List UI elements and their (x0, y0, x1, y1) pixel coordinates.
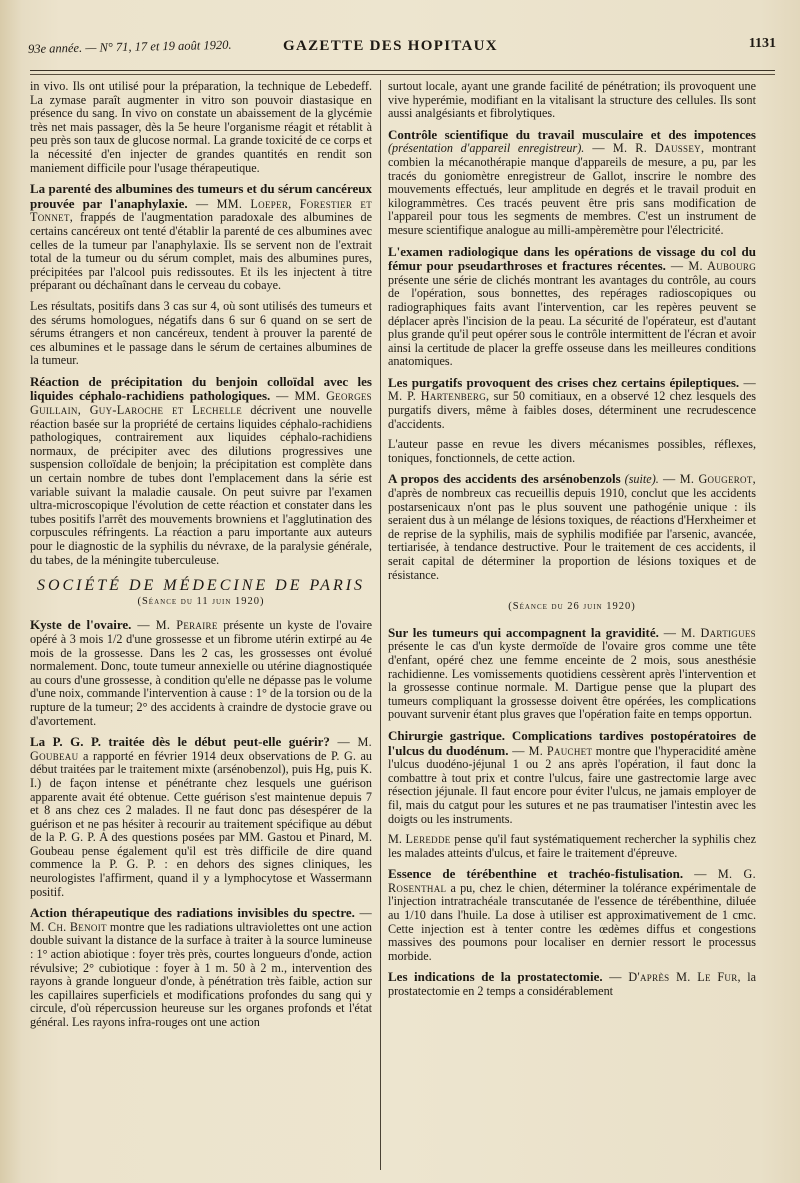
paragraph: surtout locale, ayant une grande facilité de pénétration; ils provoquent une vive hyperémie, modifiant en la vitalisant la structure des cellules. Ils sont aussi analgésiants et fibrolytiques. (388, 80, 756, 121)
article-title: Réaction de précipitation du benjoin colloïdal avec les liquides céphalo-rachidiens pathologiques. (30, 373, 372, 404)
right-column (388, 80, 756, 1170)
article-authors: — M. G. Rosenthal (388, 867, 756, 895)
page-number: 1131 (748, 36, 776, 51)
article: Action thérapeutique des radiations invisibles du spectre. — M. Ch. Benoit montre que les radiations ultraviolettes ont une action double suivant la distance de la surface à traiter à la source lumineuse : 1° action abiotique : foyer très près, courtes longueurs d'onde, action révulsive; 2° cubiotique : foyer à 1 m. 50 à 2 m., intervention des rayons à grande longueur d'onde, à pénétration très faible, action sur les capillaires superficiels et modifications profondes du sang qui y circule, d'où répercussion heureuse sur les organes profonds et l'état général. Les rayons infra-rouges ont une action (30, 905, 372, 1029)
article: Contrôle scientifique du travail musculaire et des impotences (présentation d'appareil enregistreur). — M. R. Daussey, montrant combien la mécanothérapie manque d'appareils de mesure, a pu, par les tracés du goniomètre enregistreur de Gallot, inscrire le nombre des mouvements effectués, leur amplitude en degrés et le travail produit en kilogrammètres. Ces tracés peuvent être pris sans modification de l'appareil pour tous les segments de membres. C'est un instrument de mesure scientifique analogue au milli-ampèremètre pour l'électricité. (388, 126, 756, 237)
article-authors: — M. P. Hartenberg, (388, 375, 756, 404)
article-authors: — M. Dartigues (658, 625, 756, 640)
paragraph: Les résultats, positifs dans 3 cas sur 4, où sont utilisés des tumeurs et des sérums homologues, négatifs dans 6 sur 6 quand on se sert de sérums étrangers et non cancéreux, tendent à prouver la parenté de ces albumines et le passage dans le sérum de certaines albumines de la tumeur. (30, 298, 372, 368)
article-authors: — M. Goubeau (30, 735, 372, 763)
article: La parenté des albumines des tumeurs et du sérum cancéreux prouvée par l'anaphylaxie. — MM. Loeper, Forestier et Tonnet, frappés de l'augmentation paradoxale des albumines de certains cancéreux ont tenté d'établir la parenté de ces albumines avec celles de la tumeur par l'anaphylaxie. Ils se servent non de l'extrait total de la tumeur ou du sérum complet, mais des albumines pures, précipitées par l'alcool puis redissoutes. Et ils les injectent à titre préparant ou déchaînant dans le cerveau du cobaye. (30, 181, 372, 293)
article-title: A propos des accidents des arsénobenzols (388, 471, 621, 487)
session-date: (Séance du 11 juin 1920) (137, 595, 265, 607)
article-authors: — MM. Georges Guillain, Guy-Laroche et Lechelle (30, 389, 372, 418)
article: Chirurgie gastrique. Complications tardives postopératoires de l'ulcus du duodénum. — M. Pauchet montre que l'hyperacidité amène l'ulcus duodéno-jéjunal 1 ou 2 ans après l'opération, il faut donc la combattre à tout prix et contre l'ulcus, faire une gastrectomie large avec résection jéjunale. Il faut encore pour éviter l'ulcus, ne jamais employer de fil, mais du catgut pour les sutures et ne pas traumatiser l'intestin avec les doigts ou les instruments. (388, 727, 756, 826)
article-title: L'examen radiologique dans les opérations de vissage du col du fémur pour pseudarthroses et fractures récentes. (388, 243, 756, 274)
issue-info: 93e année. — N° 71, 17 et 19 août 1920. (27, 37, 232, 56)
header-rule (30, 70, 775, 71)
article-title: La P. G. P. traitée dès le début peut-elle guérir? (30, 734, 330, 750)
article: Kyste de l'ovaire. — M. Peraire présente un kyste de l'ovaire opéré à 3 mois 1/2 d'une grossesse et un fibrome utérin extirpé au 4e mois de la grossesse. Dans les 2 cas, les grossesses ont évolué normalement. Donc, toute tumeur annexielle ou utérine diagnostiquée au cours d'une grossesse, à condition qu'elle ne dépasse pas le volume d'une noix, commande l'intervention à cause : 1° de la torsion ou de la rupture de la tumeur; 2° des accidents à craindre de dystocie grave ou d'avortement. (30, 617, 372, 728)
article: L'examen radiologique dans les opérations de vissage du col du fémur pour pseudarthroses et fractures récentes. — M. Aubourg présente une série de clichés montrant les avantages du contrôle, au cours de l'opération, sous bonnettes, des repérages radioscopiques ou radiographiques faits avant l'intervention, car les repères peuvent se déplacer après l'incision de la peau. La sécurité de l'opérateur, est d'autant plus grande qu'il peut opérer sous le contrôle intermittent de l'écran et avoir ainsi la certitude de placer la greffe osseuse dans les meilleures conditions anatomiques. (388, 243, 756, 369)
article: La P. G. P. traitée dès le début peut-elle guérir? — M. Goubeau a rapporté en février 1914 deux observations de P. G. au début traitées par le traitement mixte (arsénobenzol), puis Hg, puis K. I.) de façon intense et pénétrante chez lesquels une guérison apparente avait été obtenue. Cette guérison s'est maintenue depuis 7 et 8 ans chez ces 2 malades. Il ne faut donc pas désespérer de la guérison et ne pas hésiter à recourir au traitement spécifique au début de la P. G. P. A des questions posées par MM. Gastou et Pinard, M. Goubeau pense également qu'il est très difficile de dire quand commence la P. G. P. : en dehors des signes cliniques, les neurologistes l'affirment, quand il y a lymphocytose et Wassermann positif. (30, 734, 372, 899)
article: Sur les tumeurs qui accompagnent la gravidité. — M. Dartigues présente le cas d'un kyste dermoïde de l'ovaire gros comme une tête d'enfant, opéré chez une femme enceinte de 2 mois, sous anesthésie rachidienne. Les vomissements quotidiens cessèrent après l'intervention et la grossesse continue normale. M. Dartigue pense que la plupart des tumeurs compliquant la grossesse doivent être opérées, les complications pouvant survenir étant plus graves que l'opération faite en temps opportun. (388, 624, 756, 722)
article-authors: — M. Gougerot, (658, 472, 756, 487)
paragraph: L'auteur passe en revue les divers mécanismes possibles, réflexes, toniques, fonctionnels, de cette action. (388, 437, 756, 465)
article-title: Les purgatifs provoquent des crises chez certains épileptiques. (388, 374, 740, 390)
article-authors: — M. Ch. Benoit (30, 906, 372, 934)
article-title: Sur les tumeurs qui accompagnent la gravidité. (388, 624, 659, 640)
article-title: Kyste de l'ovaire. (30, 617, 132, 633)
paragraph: in vivo. Ils ont utilisé pour la préparation, la technique de Lebedeff. La zymase paraît augmenter in vitro son pouvoir diastasique en présence du sang. In vivo on constate un abaissement de la glycémie très net mais passager, dès la 5e heure l'organisme réagit et rétablit à peu près son taux de glucose normal. La grande toxicité de ce corps et la nécessité d'en injecter de grandes quantités en rendit son maniement difficile pour l'usage thérapeutique. (30, 80, 372, 175)
article-title: Les indications de la prostatectomie. (388, 969, 603, 985)
article: Essence de térébenthine et trachéo-fistulisation. — M. G. Rosenthal a pu, chez le chien, déterminer la tolérance expérimentale de l'injection intratrachéale transcutanée de l'essence de térébenthine, diluée au 1/10 dans l'huile. La dose à utiliser est approximativement de 1 cmc. Cette injection est à tenter contre les œdèmes diffus et congestions massives des poumons pour localiser en dernier ressort le processus morbide. (388, 866, 756, 963)
paragraph: M. Leredde pense qu'il faut systématiquement rechercher la syphilis chez les malades atteints d'ulcus, et faire le traitement d'épreuve. (388, 832, 756, 860)
session-date: (Séance du 26 juin 1920) (508, 601, 636, 613)
article-title: Essence de térébenthine et trachéo-fistulisation. (388, 866, 684, 882)
page-header (28, 34, 778, 68)
article-title: Contrôle scientifique du travail musculaire et des impotences (388, 126, 756, 142)
article: Les indications de la prostatectomie. — D'après M. Le Fur, la prostatectomie en 2 temps a considérablement (388, 969, 756, 999)
article-title: Action thérapeutique des radiations invisibles du spectre. (30, 905, 355, 921)
article-authors: — M. Aubourg (665, 259, 756, 274)
article-authors: — M. Peraire (131, 618, 218, 633)
article-authors: — D'après M. Le Fur, (602, 970, 741, 985)
article: Les purgatifs provoquent des crises chez certains épileptiques. — M. P. Hartenberg, sur 50 comitiaux, en a observé 12 chez lesquels des purgatifs divers, même à faibles doses, déterminent une recrudescence d'accidents. (388, 374, 756, 431)
left-column (30, 80, 372, 1170)
section-title: SOCIÉTÉ DE MÉDECINE DE PARIS (36, 577, 366, 595)
article-authors: — MM. Loeper, Forestier et Tonnet, (30, 196, 372, 225)
article-authors: Leredde (405, 832, 451, 847)
article-subtitle: (présentation d'appareil enregistreur). (388, 141, 585, 156)
header-rule-thin (30, 74, 775, 75)
article-subtitle: (suite). (620, 472, 659, 487)
journal-title: GAZETTE DES HOPITAUX (283, 38, 498, 54)
article-title: La parenté des albumines des tumeurs et du sérum cancéreux prouvée par l'anaphylaxie. (30, 181, 372, 211)
article-authors: — M. Pauchet (508, 743, 593, 758)
article-title: Chirurgie gastrique. Complications tardives postopératoires de l'ulcus du duodénum. (388, 727, 756, 758)
article: A propos des accidents des arsénobenzols (suite). — M. Gougerot, d'après de nombreux cas recueillis depuis 1910, conclut que les accidents postarsenicaux n'ont pas le plus souvent une pathogénie unique : ils seraient dus à un mélange de lésions toxiques, de réactions d'Herxheimer et de reprise de la syphilis, mais de syphilis modifiée par l'arsenic, avancée, tertiarisée, à tendance destructive. Pour le traitement de ces accidents, il serait capital de déterminer la proportion de lésions toxiques et de résistance. (388, 471, 756, 582)
article-authors: — M. R. Daussey, (584, 141, 705, 156)
column-divider (380, 80, 381, 1170)
article: Réaction de précipitation du benjoin colloïdal avec les liquides céphalo-rachidiens pathologiques. — MM. Georges Guillain, Guy-Laroche et Lechelle décrivent une nouvelle réaction basée sur la propriété de certains liquides céphalo-rachidiens pathologiques, contrairement aux liquides céphalo-rachidiens normaux, de précipiter avec des dilutions progressives une suspension colloïdale de benjoin; la précipitation est complète dans un certain nombre de tubes dont l'emplacement dans la série est variable suivant la maladie causale. On peut suivre par l'examen ultra-microscopique l'évolution de cette réaction et constater dans les tubes positifs l'arrêt des mouvements browniens et l'agglutination des corpuscules réfringents. La réaction a paru importante aux auteurs pour le diagnostic de la syphilis du névraxe, de la paralysie générale, du tabes, de la méningite tuberculeuse. (30, 373, 372, 567)
